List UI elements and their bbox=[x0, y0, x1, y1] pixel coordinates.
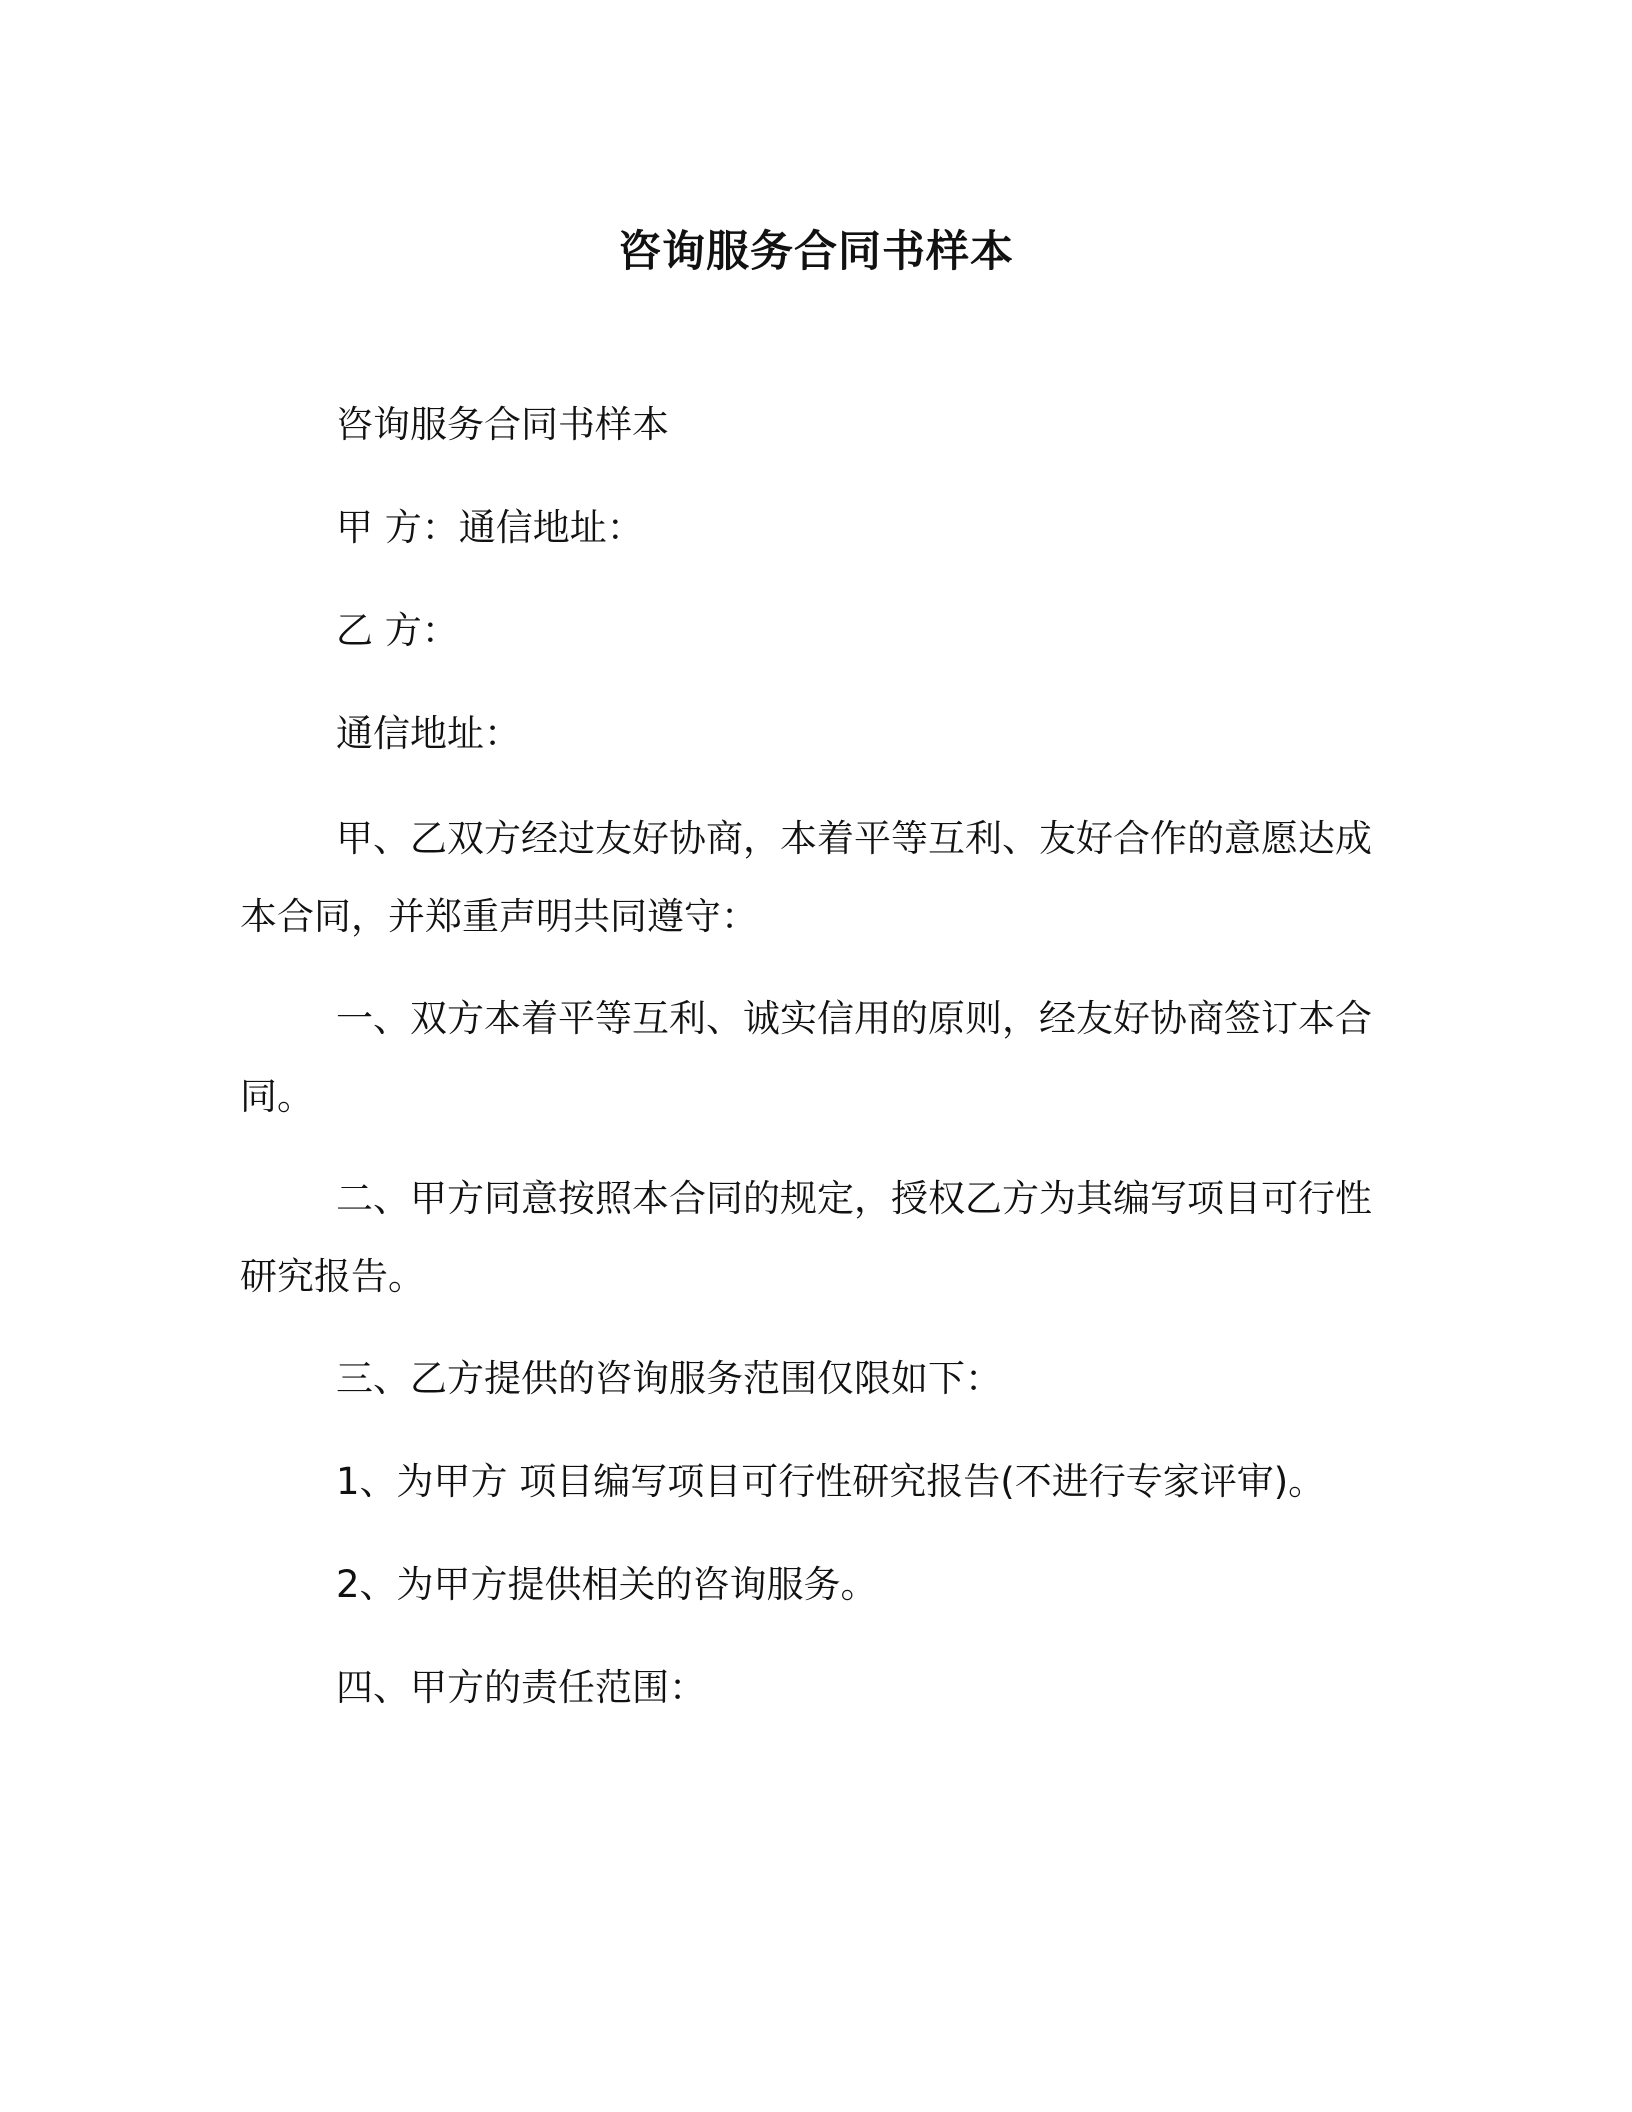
paragraph-clause-1: 一、双方本着平等互利、诚实信用的原则，经友好协商签订本合同。 bbox=[240, 997, 1372, 1118]
paragraph-item-2: 2、为甲方提供相关的咨询服务。 bbox=[336, 1563, 878, 1606]
paragraph-clause-3: 三、乙方提供的咨询服务范围仅限如下： bbox=[336, 1357, 1002, 1400]
paragraph-party-a: 甲 方：通信地址： bbox=[336, 506, 644, 549]
paragraph-address: 通信地址： bbox=[336, 712, 521, 755]
paragraph-preamble: 甲、乙双方经过友好协商，本着平等互利、友好合作的意愿达成本合同，并郑重声明共同遵守： bbox=[240, 817, 1372, 938]
paragraph-clause-2: 二、甲方同意按照本合同的规定，授权乙方为其编写项目可行性研究报告。 bbox=[240, 1177, 1372, 1298]
paragraph-subtitle: 咨询服务合同书样本 bbox=[336, 403, 669, 446]
paragraph-clause-4: 四、甲方的责任范围： bbox=[336, 1666, 706, 1709]
paragraph-item-1: 1、为甲方 项目编写项目可行性研究报告(不进行专家评审)。 bbox=[336, 1460, 1326, 1503]
document-title: 咨询服务合同书样本 bbox=[618, 227, 1014, 277]
paragraph-party-b: 乙 方： bbox=[336, 609, 459, 652]
